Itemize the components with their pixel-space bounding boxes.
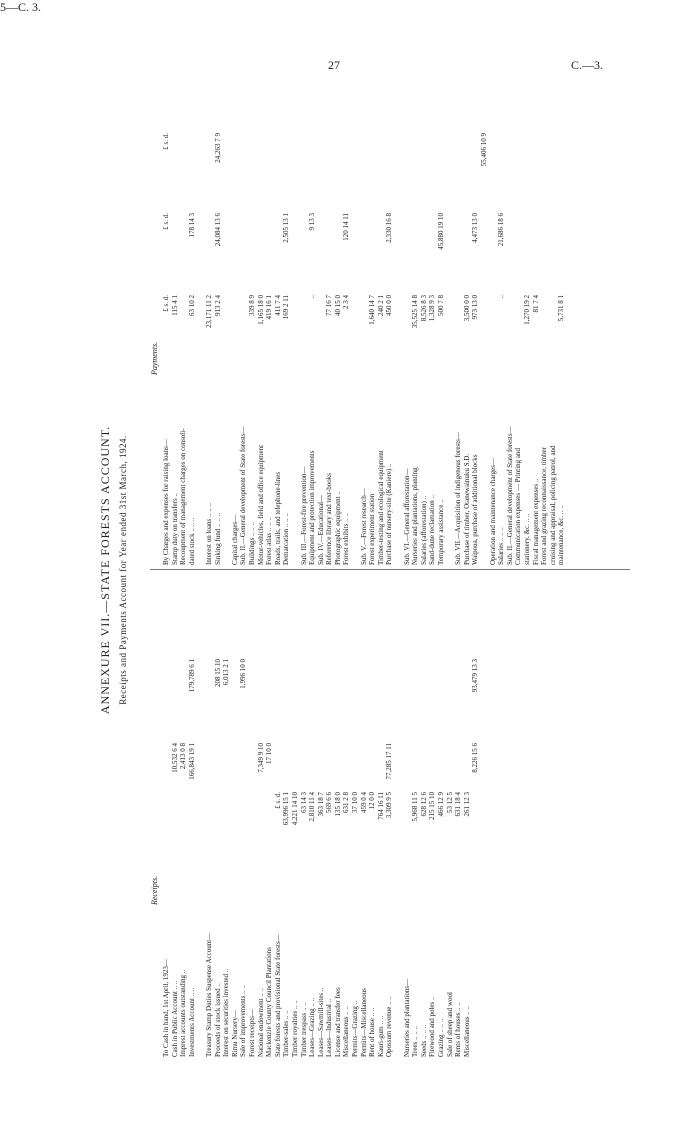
payments-row bbox=[334, 85, 343, 565]
row-label: Reference library and text-books bbox=[325, 473, 334, 565]
row-label: Timber royalties .. .. bbox=[290, 1000, 299, 1057]
row-label: Seeds .. .. .. bbox=[419, 1024, 428, 1057]
receipts-row bbox=[385, 572, 394, 1057]
amount-cell: 569 6 6 bbox=[325, 792, 334, 813]
payments-row bbox=[428, 85, 437, 565]
row-label: Fiscal management expenses .. bbox=[531, 478, 540, 565]
row-label: Forest receipts— bbox=[247, 1008, 256, 1057]
row-label: Purchase of timber, Otanewainuku S.D. bbox=[462, 453, 471, 565]
document-reference: C.—3. bbox=[571, 58, 604, 72]
payments-column bbox=[162, 85, 566, 565]
payments-row bbox=[489, 85, 498, 565]
row-label: Operation and maintenance charges— bbox=[488, 458, 497, 565]
payments-row bbox=[171, 85, 180, 565]
row-label: Sale of sheep and wool bbox=[445, 992, 454, 1057]
payments-row bbox=[257, 85, 266, 565]
payments-row bbox=[214, 85, 223, 565]
payments-row bbox=[308, 85, 317, 565]
receipts-row bbox=[282, 572, 291, 1057]
amount-cell: .. bbox=[308, 295, 317, 299]
amount-cell: 40 15 0 bbox=[333, 295, 342, 316]
row-label: Timber-testing and ecological equipment bbox=[376, 450, 385, 565]
receipts-row bbox=[428, 572, 437, 1057]
amount-cell: 169 2 11 bbox=[282, 295, 291, 320]
row-label: Interest on securities invested .. bbox=[222, 968, 231, 1057]
amount-cell: 450 0 0 bbox=[385, 295, 394, 316]
receipts-row bbox=[377, 572, 386, 1057]
payments-row bbox=[557, 85, 566, 565]
row-label: Sand-dune reclamation .. bbox=[428, 495, 437, 565]
amount-cell: 215 15 10 bbox=[428, 792, 437, 820]
row-label: Waipoua, purchase of additional blocks bbox=[471, 454, 480, 565]
amount-cell: £ s. d. bbox=[162, 295, 170, 312]
receipts-row bbox=[308, 572, 317, 1057]
amount-cell: 93,479 13 3 bbox=[471, 659, 480, 693]
amount-cell: 2,413 0 8 bbox=[179, 743, 188, 770]
payments-row bbox=[394, 85, 403, 565]
receipts-row bbox=[325, 572, 334, 1057]
amount-cell: 4,473 13 0 bbox=[471, 213, 480, 243]
amount-cell: 208 15 10 bbox=[213, 659, 222, 687]
payments-row bbox=[497, 85, 506, 565]
payments-row bbox=[265, 85, 274, 565]
amount-cell: 628 12 6 bbox=[419, 792, 428, 817]
amount-cell: 339 8 9 bbox=[247, 295, 256, 316]
row-label: Temporary assistance .. bbox=[437, 499, 445, 565]
row-label: Imprest accounts outstanding .. bbox=[179, 969, 188, 1057]
amount-cell: 5,968 11 5 bbox=[411, 792, 420, 822]
amount-cell: 1,996 10 0 bbox=[239, 659, 248, 689]
payments-row bbox=[162, 85, 171, 565]
row-label: Sinking fund .. .. .. bbox=[213, 512, 222, 565]
amount-cell: 631 2 8 bbox=[342, 792, 351, 813]
row-label: stationery, &c. .. .. bbox=[522, 513, 531, 565]
page-number: 27 bbox=[328, 58, 340, 72]
amount-cell: 45,880 19 10 bbox=[437, 213, 445, 250]
amount-cell: 363 18 7 bbox=[316, 792, 325, 817]
row-label: Forest experiment station bbox=[368, 493, 377, 565]
receipts-label: Receipts. bbox=[150, 875, 159, 905]
column-divider bbox=[150, 569, 630, 570]
receipts-row bbox=[300, 572, 309, 1057]
amount-cell: 466 12 9 bbox=[437, 792, 445, 817]
payments-row bbox=[549, 85, 558, 565]
row-label: Capital charges— bbox=[230, 514, 239, 565]
amount-cell: 12 0 0 bbox=[368, 792, 377, 810]
row-label: Rimu Nursery— bbox=[230, 1010, 239, 1057]
row-label: Investments Account .. .. bbox=[187, 987, 196, 1057]
amount-cell: 115 4 1 bbox=[170, 295, 179, 316]
receipts-row bbox=[351, 572, 360, 1057]
receipts-row bbox=[437, 572, 446, 1057]
payments-row bbox=[360, 85, 369, 565]
row-label: Buildings .. .. .. bbox=[247, 522, 256, 565]
amount-cell: 23,171 11 2 bbox=[204, 295, 213, 328]
row-label: Permits—Grazing .. bbox=[351, 1000, 360, 1057]
row-label: Interest on loans .. .. .. bbox=[204, 502, 213, 565]
amount-cell: 21,686 18 6 bbox=[497, 213, 506, 247]
receipts-column bbox=[162, 572, 480, 1057]
payments-row bbox=[239, 85, 248, 565]
payments-row bbox=[205, 85, 214, 565]
amount-cell: 37 10 0 bbox=[351, 792, 360, 813]
payments-row bbox=[480, 85, 489, 565]
row-label: Forest and grazing reconnaissance, timber bbox=[540, 447, 549, 565]
amount-cell: .. bbox=[497, 295, 506, 299]
row-label: cruising and appraisal, policing patrol, and bbox=[548, 445, 557, 565]
row-label: Kauri-gum .. .. bbox=[376, 1015, 385, 1057]
row-label: Communication expenses — Printing and bbox=[514, 447, 523, 565]
amount-cell: 24,084 13 6 bbox=[213, 213, 222, 247]
amount-cell: 179,789 6 1 bbox=[187, 659, 196, 693]
row-label: Salaries (afforestation) .. bbox=[419, 495, 428, 565]
amount-cell: 5,731 8 1 bbox=[557, 295, 566, 322]
payments-label: Payments. bbox=[150, 341, 159, 375]
row-label: Leases—Industrial .. bbox=[325, 998, 334, 1057]
amount-cell: 135 18 0 bbox=[333, 792, 342, 817]
payments-row bbox=[342, 85, 351, 565]
receipts-row bbox=[162, 572, 171, 1057]
receipts-row bbox=[368, 572, 377, 1057]
row-label: Opossum revenue .. .. bbox=[385, 996, 394, 1057]
receipts-row bbox=[446, 572, 455, 1057]
amount-cell: 4,221 14 10 bbox=[290, 792, 299, 826]
amount-cell: 9 13 3 bbox=[308, 213, 317, 231]
row-label: Trees .. .. .. bbox=[411, 1025, 420, 1057]
amount-cell: 411 7 4 bbox=[273, 295, 282, 316]
row-label: Rent of house .. .. bbox=[368, 1007, 377, 1057]
receipts-row bbox=[179, 572, 188, 1057]
amount-cell: 178 14 3 bbox=[187, 213, 196, 238]
row-label: Timber-sales .. .. bbox=[282, 1010, 291, 1057]
row-label: Sub. VII.—Acquisition of indigenous forests— bbox=[454, 432, 463, 565]
row-label: Sub. VI.—General afforestation— bbox=[402, 468, 411, 565]
row-label: Recoupment of management charges on consoli- bbox=[179, 428, 188, 565]
receipts-row bbox=[471, 572, 480, 1057]
receipts-row bbox=[231, 572, 240, 1057]
row-label: Leases—Sawmill-sites .. bbox=[316, 987, 325, 1057]
row-label: Equipment and protection improvements bbox=[308, 450, 317, 565]
payments-row bbox=[274, 85, 283, 565]
payments-row bbox=[282, 85, 291, 565]
amount-cell: 53 12 5 bbox=[445, 792, 454, 813]
row-label: State forests and provisional State forests— bbox=[273, 934, 282, 1057]
amount-cell: 764 16 11 bbox=[376, 792, 385, 820]
amount-cell: 35,525 14 8 bbox=[411, 295, 420, 329]
payments-row bbox=[471, 85, 480, 565]
payments-row bbox=[437, 85, 446, 565]
row-label: National endowment .. .. bbox=[256, 987, 265, 1057]
row-label: Roads, trails, and telephone-lines bbox=[273, 471, 282, 565]
amount-cell: 1,328 9 3 bbox=[428, 295, 437, 322]
payments-row bbox=[506, 85, 515, 565]
row-label: Photographic equipment .. bbox=[333, 491, 342, 565]
row-label: Sub. V.—Forest research— bbox=[359, 488, 368, 565]
payments-row bbox=[317, 85, 326, 565]
row-label: By Charges and expenses for raising loans— bbox=[162, 439, 170, 565]
payments-row bbox=[368, 85, 377, 565]
amount-cell: 2,810 11 4 bbox=[308, 792, 317, 822]
receipts-row bbox=[463, 572, 472, 1057]
receipts-row bbox=[334, 572, 343, 1057]
amount-cell: 913 2 4 bbox=[213, 295, 222, 316]
payments-row bbox=[248, 85, 257, 565]
amount-cell: 2,505 13 1 bbox=[282, 213, 291, 243]
receipts-row bbox=[171, 572, 180, 1057]
row-label: Permits—Miscellaneous bbox=[359, 988, 368, 1057]
receipts-row bbox=[317, 572, 326, 1057]
receipts-row bbox=[394, 572, 403, 1057]
row-label: Proceeds of stock issued .. bbox=[213, 983, 222, 1057]
payments-row bbox=[385, 85, 394, 565]
amount-cell: 6,013 2 1 bbox=[222, 659, 231, 686]
row-label: Motor-vehicles, field and office equipment bbox=[256, 444, 265, 565]
amount-cell: 2,330 16 8 bbox=[385, 213, 394, 243]
row-label: To Cash in hand, 1st April, 1923— bbox=[162, 959, 170, 1057]
row-label: Stamp duty on transfers .. bbox=[170, 493, 179, 565]
payments-row bbox=[222, 85, 231, 565]
receipts-row bbox=[342, 572, 351, 1057]
payments-row bbox=[523, 85, 532, 565]
amount-cell: 3,309 9 5 bbox=[385, 792, 394, 819]
row-label: Grazing .. .. .. bbox=[437, 1018, 445, 1057]
receipts-row bbox=[291, 572, 300, 1057]
row-label: dated stock .. .. .. bbox=[187, 517, 196, 565]
payments-row bbox=[463, 85, 472, 565]
payments-row bbox=[420, 85, 429, 565]
receipts-row bbox=[205, 572, 214, 1057]
row-label: Forest atlas .. .. .. bbox=[265, 517, 274, 565]
payments-row bbox=[291, 85, 300, 565]
amount-cell: 63 10 2 bbox=[187, 295, 196, 316]
footer-reference: 5—C. 3. bbox=[0, 0, 42, 14]
amount-cell: 120 14 11 bbox=[342, 213, 351, 241]
amount-cell: 17 10 0 bbox=[265, 743, 274, 764]
row-label: Sale of improvements .. .. bbox=[239, 985, 248, 1057]
receipts-row bbox=[196, 572, 205, 1057]
payments-row bbox=[411, 85, 420, 565]
payments-row bbox=[231, 85, 240, 565]
row-label: Mackenzie County Council Plantations bbox=[265, 947, 274, 1057]
row-label: Purchase of nursery-site (Kaniere) .. bbox=[385, 463, 394, 565]
amount-cell: 2 3 4 bbox=[342, 295, 351, 309]
receipts-row bbox=[420, 572, 429, 1057]
row-label: License and transfer fees bbox=[333, 987, 342, 1057]
amount-cell: 24,263 7 9 bbox=[213, 133, 222, 163]
annexure-title: ANNEXURE VII.—STATE FORESTS ACCOUNT. bbox=[98, 425, 112, 715]
row-label: Timber trespass .. .. bbox=[299, 1002, 308, 1057]
row-label: Demarcation .. .. .. bbox=[282, 513, 291, 565]
amount-cell: 77 16 7 bbox=[325, 295, 334, 316]
amount-cell: 459 0 4 bbox=[359, 792, 368, 813]
amount-cell: 631 18 4 bbox=[454, 792, 463, 817]
row-label: Sub. II.—General development of State forests— bbox=[239, 426, 248, 565]
row-label: Nurseries and plantations, planting bbox=[411, 467, 420, 565]
amount-cell: 55,406 10 9 bbox=[479, 133, 488, 167]
row-label: maintenance, &c. .. .. bbox=[557, 505, 566, 565]
amount-cell: 1,270 19 2 bbox=[522, 295, 531, 325]
amount-cell: 973 13 0 bbox=[471, 295, 480, 320]
amount-cell: 7,349 9 10 bbox=[256, 743, 265, 773]
amount-cell: 261 12 3 bbox=[462, 792, 471, 817]
payments-row bbox=[403, 85, 412, 565]
amount-cell: 63 14 3 bbox=[299, 792, 308, 813]
row-label: Sub. IV.—Educational— bbox=[316, 494, 325, 565]
receipts-row bbox=[239, 572, 248, 1057]
payments-row bbox=[532, 85, 541, 565]
row-label: Nurseries and plantations— bbox=[402, 978, 411, 1057]
payments-row bbox=[351, 85, 360, 565]
payments-row bbox=[325, 85, 334, 565]
receipts-row bbox=[360, 572, 369, 1057]
receipts-row bbox=[248, 572, 257, 1057]
amount-cell: 166,843 19 1 bbox=[187, 743, 196, 780]
amount-cell: £ s. d. bbox=[162, 133, 170, 150]
rotated-table bbox=[90, 75, 650, 1065]
row-label: Cash in Public Account .. .. bbox=[170, 980, 179, 1057]
amount-cell: 1,640 14 7 bbox=[368, 295, 377, 325]
amount-cell: 240 2 1 bbox=[376, 295, 385, 316]
payments-row bbox=[540, 85, 549, 565]
receipts-row bbox=[222, 572, 231, 1057]
row-label: Miscellaneous .. .. bbox=[342, 1006, 351, 1057]
row-label: Sub. III.—Forest-fire prevention— bbox=[299, 466, 308, 565]
amount-cell: 1,165 18 0 bbox=[256, 295, 265, 325]
payments-row bbox=[446, 85, 455, 565]
payments-row bbox=[196, 85, 205, 565]
amount-cell: 10,532 6 4 bbox=[170, 743, 179, 773]
row-label: Firewood and poles .. bbox=[428, 996, 437, 1057]
row-label: Miscellaneous .. .. bbox=[462, 1006, 471, 1057]
amount-cell: 419 16 1 bbox=[265, 295, 274, 320]
row-label: Salaries .. .. .. bbox=[497, 527, 506, 565]
payments-row bbox=[300, 85, 309, 565]
receipts-row bbox=[265, 572, 274, 1057]
receipts-row bbox=[188, 572, 197, 1057]
amount-cell: £ s. d. bbox=[162, 213, 170, 230]
row-label: Treasury Stamp Duties Suspense Account— bbox=[204, 932, 213, 1057]
amount-cell: 81 7 4 bbox=[531, 295, 540, 313]
payments-row bbox=[514, 85, 523, 565]
receipts-row bbox=[257, 572, 266, 1057]
row-label: Leases—Grazing .. .. bbox=[308, 997, 317, 1057]
row-label: Sub. II.—General development of State forests— bbox=[505, 426, 514, 565]
amount-cell: £ s. d. bbox=[273, 792, 282, 809]
receipts-row bbox=[403, 572, 412, 1057]
receipts-row bbox=[411, 572, 420, 1057]
payments-row bbox=[377, 85, 386, 565]
receipts-row bbox=[454, 572, 463, 1057]
amount-cell: 8,226 15 6 bbox=[471, 743, 480, 773]
amount-cell: 77,285 17 11 bbox=[385, 743, 394, 780]
row-label: Forest exhibits .. .. bbox=[342, 513, 351, 565]
amount-cell: 8,526 8 3 bbox=[419, 295, 428, 322]
payments-row bbox=[179, 85, 188, 565]
amount-cell: 3,500 0 0 bbox=[462, 295, 471, 322]
receipts-row bbox=[274, 572, 283, 1057]
amount-cell: 500 7 8 bbox=[437, 295, 445, 316]
account-subtitle: Receipts and Payments Account for Year ended 31st March, 1924. bbox=[118, 435, 128, 705]
amount-cell: 63,996 15 1 bbox=[282, 792, 291, 826]
payments-row bbox=[454, 85, 463, 565]
receipts-row bbox=[214, 572, 223, 1057]
row-label: Rents of houses .. .. bbox=[454, 1002, 463, 1057]
payments-row bbox=[188, 85, 197, 565]
